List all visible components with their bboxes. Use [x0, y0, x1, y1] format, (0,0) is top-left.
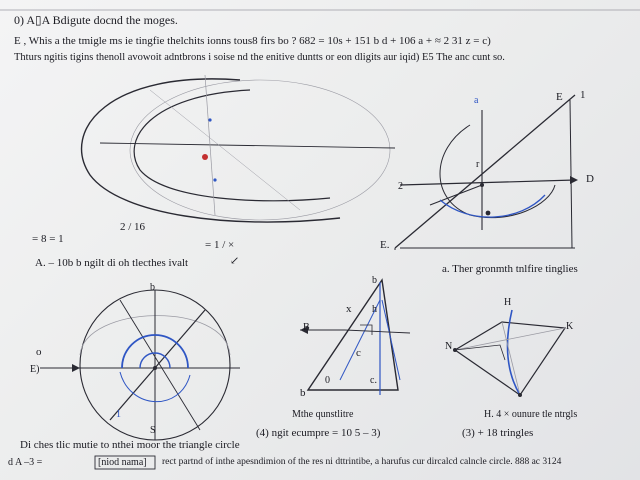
fig2-label-2: 2: [398, 181, 403, 192]
question-heading: 0) A▯A Bdigute docnd the moges.: [14, 13, 178, 27]
fig4-label-0: 0: [325, 375, 330, 386]
fig4-caption-1: Mthe qunstlitre: [292, 409, 354, 420]
question-instruction-line: Thturs ngitis tigins thenoll avowoit adntbrons i soise nd the enitive duntts or eon dligits aur iqid) E5 The anc cunt so.: [14, 52, 505, 63]
fig3-label-e: E): [30, 364, 40, 375]
fig5-label-h: H: [504, 297, 512, 308]
fig1-arrow: ↙: [230, 255, 240, 267]
fig5-label-k: K: [566, 321, 574, 332]
fig2-label-e-bottom: E.: [380, 239, 390, 251]
fig5-label-n: N: [445, 341, 453, 352]
fig4-label-ca: c.: [370, 375, 377, 386]
fig1-mid-label: = 1 / ×: [205, 239, 235, 251]
footer-line-2-start: d A –3 =: [8, 457, 43, 468]
fig4-label-left: B: [303, 322, 310, 333]
fig3-label-1: 1: [116, 409, 121, 420]
fig2-label-d: D: [586, 173, 594, 185]
figure-ellipse: [82, 75, 395, 222]
fig4-caption-2: (4) ngit ecumpre = 10 5 – 3): [256, 427, 381, 439]
figure-triangle: [300, 280, 410, 395]
fig2-caption: a. Ther gronmth tnlfire tinglies: [442, 263, 578, 275]
figure-quadrilateral: [453, 310, 565, 397]
fig5-caption-1: H. 4 × ounure tle ntrgls: [484, 409, 578, 420]
fig2-label-1: 1: [580, 89, 586, 101]
fig5-caption-2: (3) + 18 tringles: [462, 427, 534, 439]
fig3-label-o: o: [36, 346, 42, 358]
fig4-label-top: b: [372, 275, 377, 286]
footer-answer-box-text: [niod nama]: [98, 457, 147, 468]
footer-line-1: Di ches tlic mutie to nthei moor the triangle circle: [20, 439, 240, 451]
fig4-label-h: h: [372, 304, 377, 315]
fig2-label-a: a: [474, 95, 479, 106]
fig4-label-x: x: [346, 303, 352, 315]
fig1-left-label: = 8 = 1: [32, 233, 64, 245]
footer-line-2-end: rect partnd of inthe apesndimion of the res ni dttrintibe, a harufus cur dircalcd calncle circle. 888 ac 3124: [162, 457, 562, 467]
fig1-fraction-label: 2 / 16: [120, 221, 146, 233]
fig3-label-b: b: [150, 282, 155, 293]
figure-circle: [40, 290, 240, 440]
fig4-label-c: c: [356, 347, 361, 359]
figure-axes-diagonal: [395, 95, 578, 250]
fig2-label-r: r: [476, 159, 480, 170]
fig2-label-e: E: [556, 91, 563, 103]
fig3-label-s: S: [150, 425, 156, 436]
question-equation-line: E , Whis a the tmigle ms ie tingfie thelchits ionns tous8 firs bo ? 682 = 10s + 151 b d + 106 a + ≈ 2 31 z = c): [14, 35, 491, 47]
fig1-caption: A. – 10b b ngilt di oh tlecthes ivalt: [35, 257, 189, 269]
fig4-label-b: b: [300, 387, 306, 399]
